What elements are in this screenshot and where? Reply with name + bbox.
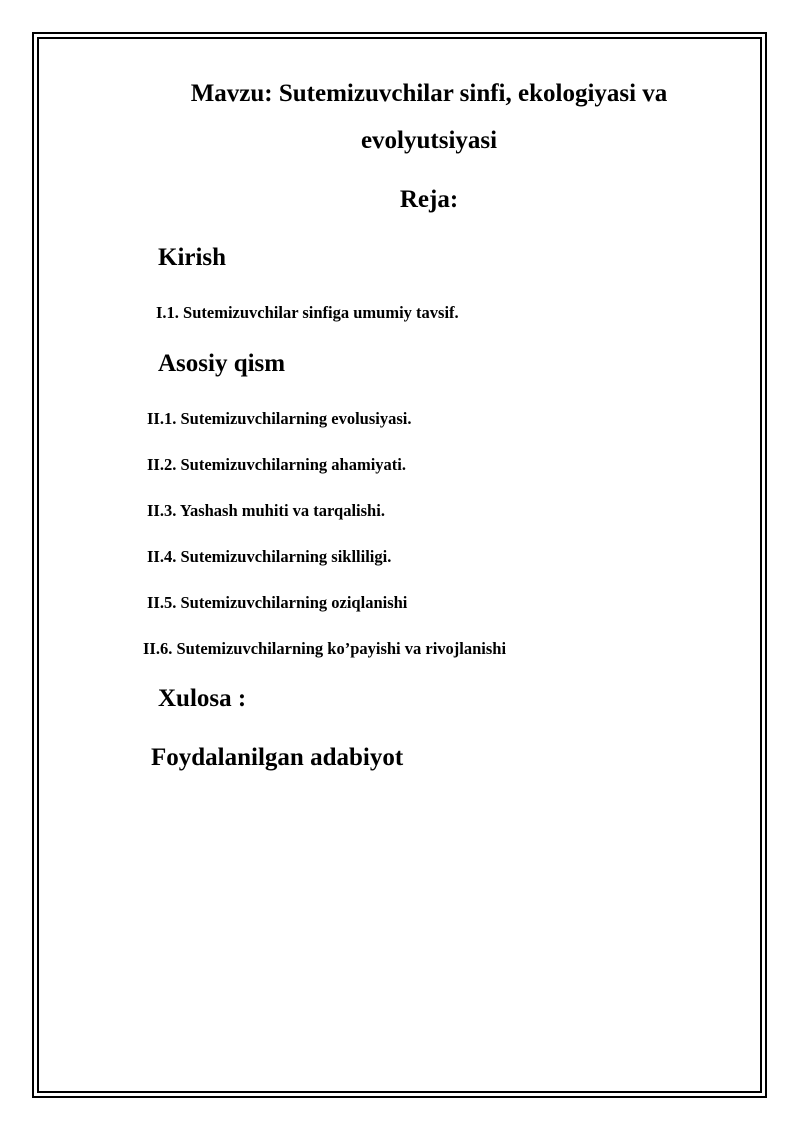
plan-item-main-1: II.1. Sutemizuvchilarning evolusiyasi. — [147, 409, 412, 428]
main-part-heading: Asosiy qism — [158, 350, 286, 377]
plan-item-intro-1: I.1. Sutemizuvchilar sinfiga umumiy tavsif. — [156, 303, 459, 322]
intro-heading: Kirish — [158, 244, 227, 271]
references-heading: Foydalanilgan adabiyot — [151, 744, 404, 771]
topic-title-line-2: evolyutsiyasi — [360, 127, 498, 154]
plan-item-main-5: II.5. Sutemizuvchilarning oziqlanishi — [147, 593, 408, 612]
plan-item-main-3: II.3. Yashash muhiti va tarqalishi. — [147, 501, 385, 520]
plan-heading: Reja: — [399, 186, 459, 213]
plan-item-main-6: II.6. Sutemizuvchilarning ko’payishi va rivojlanishi — [143, 639, 507, 658]
conclusion-heading: Xulosa : — [158, 685, 247, 712]
plan-item-main-2: II.2. Sutemizuvchilarning ahamiyati. — [147, 455, 406, 474]
plan-item-main-4: II.4. Sutemizuvchilarning siklliligi. — [147, 547, 392, 566]
topic-title-line-1: Mavzu: Sutemizuvchilar sinfi, ekologiyasi va — [190, 80, 668, 107]
